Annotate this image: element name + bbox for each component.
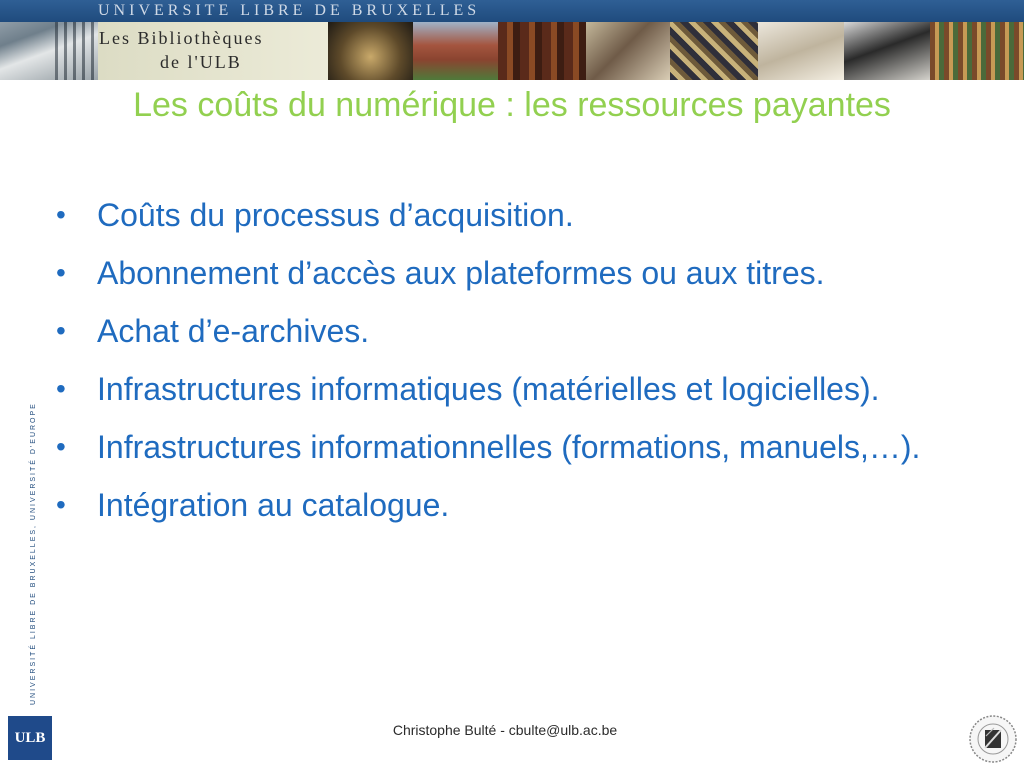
- bullet-item: [54, 366, 924, 412]
- slide-title: Les coûts du numérique : les ressources payantes: [133, 86, 891, 124]
- bullet-dot-icon: •: [56, 489, 66, 520]
- banner-photo-building: [413, 22, 498, 80]
- library-name-line1: Les Bibliothèques: [99, 28, 264, 48]
- ulb-logo: ULB: [8, 716, 52, 760]
- bullet-list: [54, 192, 924, 540]
- bullet-dot-icon: •: [56, 373, 66, 404]
- bullet-dot-icon: •: [56, 257, 66, 288]
- banner-photo-stained-glass: [670, 22, 758, 80]
- bullet-text: Abonnement d’accès aux plateformes ou aux titres.: [97, 255, 825, 291]
- vertical-university-tagline: UNIVERSITÉ LIBRE DE BRUXELLES, UNIVERSITÉ D'EUROPE: [30, 402, 37, 705]
- bullet-dot-icon: •: [56, 199, 66, 230]
- banner-photo-exhibit: [328, 22, 413, 80]
- bullet-text: Achat d’e-archives.: [97, 313, 370, 349]
- bullet-text: Infrastructures informationnelles (formations, manuels,…).: [97, 429, 921, 465]
- bullet-item: [54, 482, 924, 528]
- bullet-text: Infrastructures informatiques (matérielles et logicielles).: [97, 371, 880, 407]
- library-name-line2: de l'ULB: [160, 52, 242, 72]
- bullet-item: [54, 192, 924, 238]
- bullet-dot-icon: •: [56, 431, 66, 462]
- banner-photo-bookshelves: [930, 22, 1024, 80]
- bullet-item: [54, 424, 924, 470]
- university-name: UNIVERSITE LIBRE DE BRUXELLES: [98, 2, 481, 19]
- banner-photo-manuscript: [758, 22, 844, 80]
- banner-photo-reader: [586, 22, 670, 80]
- university-seal-icon: [968, 714, 1018, 764]
- bullet-text: Coûts du processus d’acquisition.: [97, 197, 574, 233]
- bullet-text: Intégration au catalogue.: [97, 487, 450, 523]
- bullet-dot-icon: •: [56, 315, 66, 346]
- banner-photo-old-books: [498, 22, 586, 80]
- banner-photo-interior: [844, 22, 930, 80]
- bullet-item: [54, 250, 924, 296]
- footer-author: Christophe Bulté - cbulte@ulb.ac.be: [392, 722, 618, 738]
- bullet-item: [54, 308, 924, 354]
- header-banner: [0, 0, 1024, 80]
